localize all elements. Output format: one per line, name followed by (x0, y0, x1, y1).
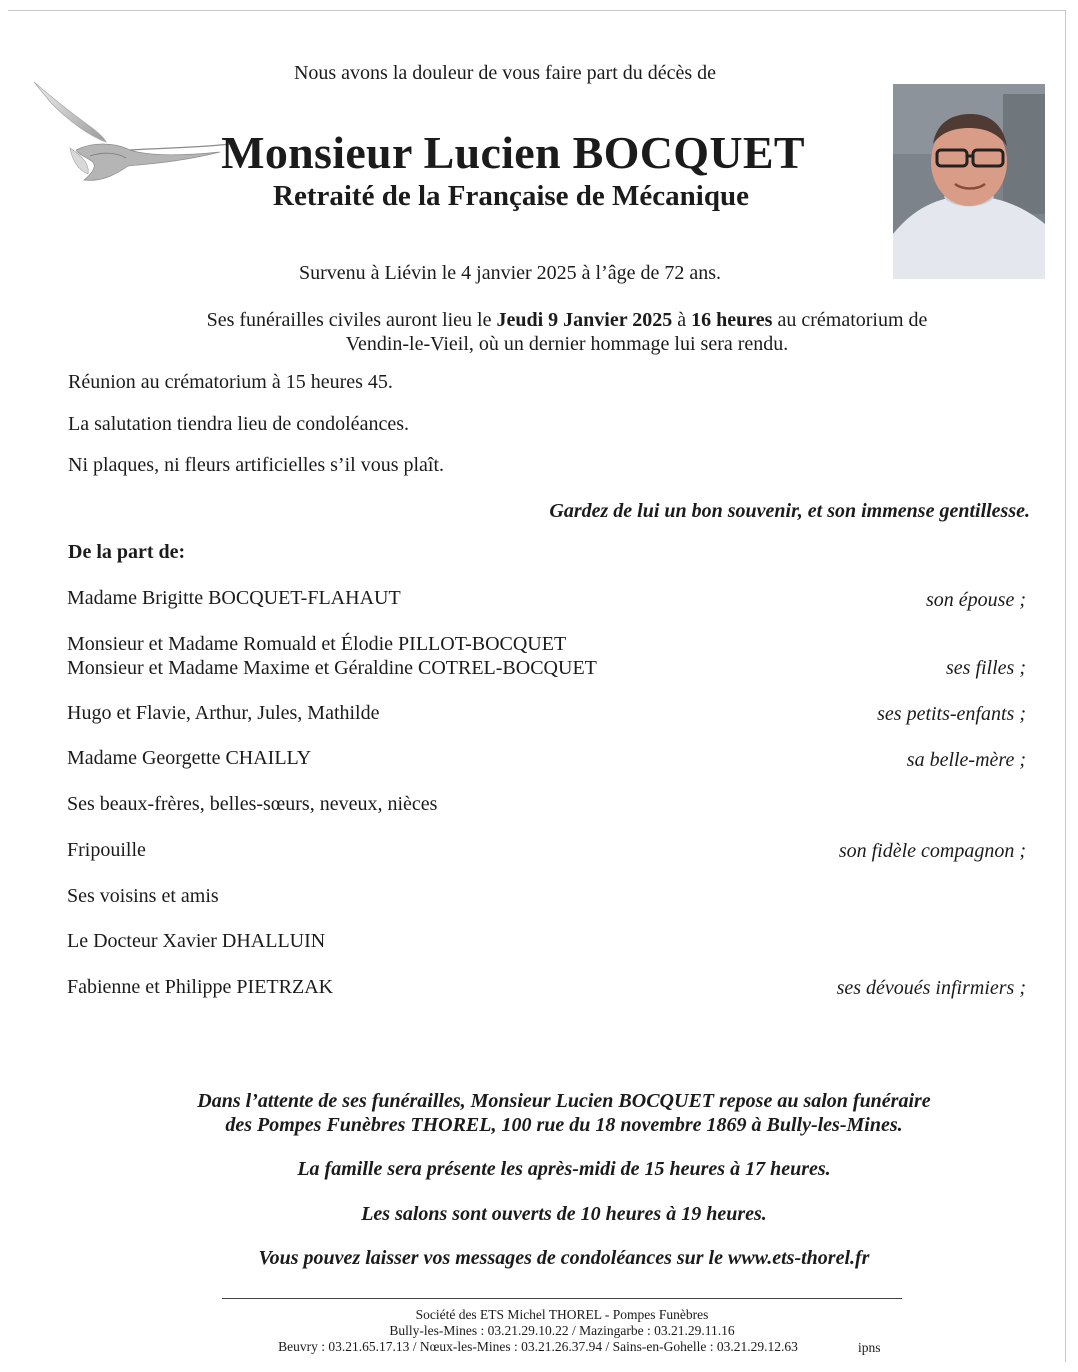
souvenir-quote: Gardez de lui un bon souvenir, et son immense gentillesse. (549, 500, 1030, 522)
family-row-relation: ses petits-enfants ; (877, 703, 1026, 725)
condolence-messages: Vous pouvez laisser vos messages de condoléances sur le www.ets-thorel.fr (258, 1247, 870, 1269)
footer-company: Société des ETS Michel THOREL - Pompes Funèbres (415, 1307, 709, 1322)
family-row-names: Hugo et Flavie, Arthur, Jules, Mathilde (67, 702, 380, 724)
family-row-relation: son épouse ; (926, 589, 1026, 611)
plaques-text: Ni plaques, ni fleurs artificielles s’il vous plaît. (68, 454, 445, 476)
footer-phones-2: Beuvry : 03.21.65.17.13 / Nœux-les-Mines : 03.21.26.37.94 / Sains-en-Gohelle : 03.21.29.12.63 (278, 1339, 798, 1354)
family-row-names: Madame Brigitte BOCQUET-FLAHAUT (67, 587, 401, 609)
deceased-occupation: Retraité de la Française de Mécanique (273, 180, 749, 212)
family-heading: De la part de: (68, 541, 186, 563)
funeral-mid: à (672, 309, 692, 331)
family-presence: La famille sera présente les après-midi de 15 heures à 17 heures. (297, 1158, 831, 1180)
funeral-line-1 (0, 308, 1078, 332)
salon-hours: Les salons sont ouverts de 10 heures à 19 heures. (361, 1203, 767, 1225)
funeral-announcement (0, 308, 1078, 356)
closing-line-2: des Pompes Funèbres THOREL, 100 rue du 18 novembre 1869 à Bully-les-Mines. (225, 1114, 903, 1136)
death-notice: Survenu à Liévin le 4 janvier 2025 à l’âge de 72 ans. (298, 262, 722, 284)
footer-divider (222, 1298, 902, 1299)
family-row-names: Ses voisins et amis (67, 885, 219, 907)
family-row-names (67, 632, 597, 680)
family-row-names: Fripouille (67, 839, 146, 861)
family-name-line: Monsieur et Madame Maxime et Géraldine COTREL-BOCQUET (67, 657, 597, 679)
funeral-post: au crématorium de (772, 309, 928, 331)
family-row-names: Le Docteur Xavier DHALLUIN (67, 930, 326, 952)
reunion-text: Réunion au crématorium à 15 heures 45. (68, 371, 393, 393)
funeral-time: 16 heures (691, 309, 773, 331)
intro-text: Nous avons la douleur de vous faire part du décès de (293, 62, 717, 84)
funeral-line-2: Vendin-le-Vieil, où un dernier hommage lui sera rendu. (345, 333, 789, 355)
footer-phones-1: Bully-les-Mines : 03.21.29.10.22 / Mazingarbe : 03.21.29.11.16 (389, 1323, 735, 1338)
closing-line-1: Dans l’attente de ses funérailles, Monsieur Lucien BOCQUET repose au salon funéraire (197, 1090, 931, 1112)
family-row-names: Fabienne et Philippe PIETRZAK (67, 976, 334, 998)
family-row-names: Ses beaux-frères, belles-sœurs, neveux, nièces (67, 793, 438, 815)
funeral-date: Jeudi 9 Janvier 2025 (496, 309, 673, 331)
family-name-line: Monsieur et Madame Romuald et Élodie PILLOT-BOCQUET (67, 633, 567, 655)
family-row-relation: son fidèle compagnon ; (838, 840, 1026, 862)
funeral-pre: Ses funérailles civiles auront lieu le (206, 309, 497, 331)
family-row-relation: ses filles ; (946, 657, 1026, 679)
family-row-relation: ses dévoués infirmiers ; (836, 977, 1026, 999)
closing-text (0, 1089, 1078, 1137)
family-row-relation: sa belle-mère ; (906, 749, 1026, 771)
footer-ipns: ipns (858, 1340, 881, 1355)
family-row-names: Madame Georgette CHAILLY (67, 747, 312, 769)
salutation-text: La salutation tiendra lieu de condoléances. (68, 413, 409, 435)
deceased-name: Monsieur Lucien BOCQUET (221, 127, 805, 178)
